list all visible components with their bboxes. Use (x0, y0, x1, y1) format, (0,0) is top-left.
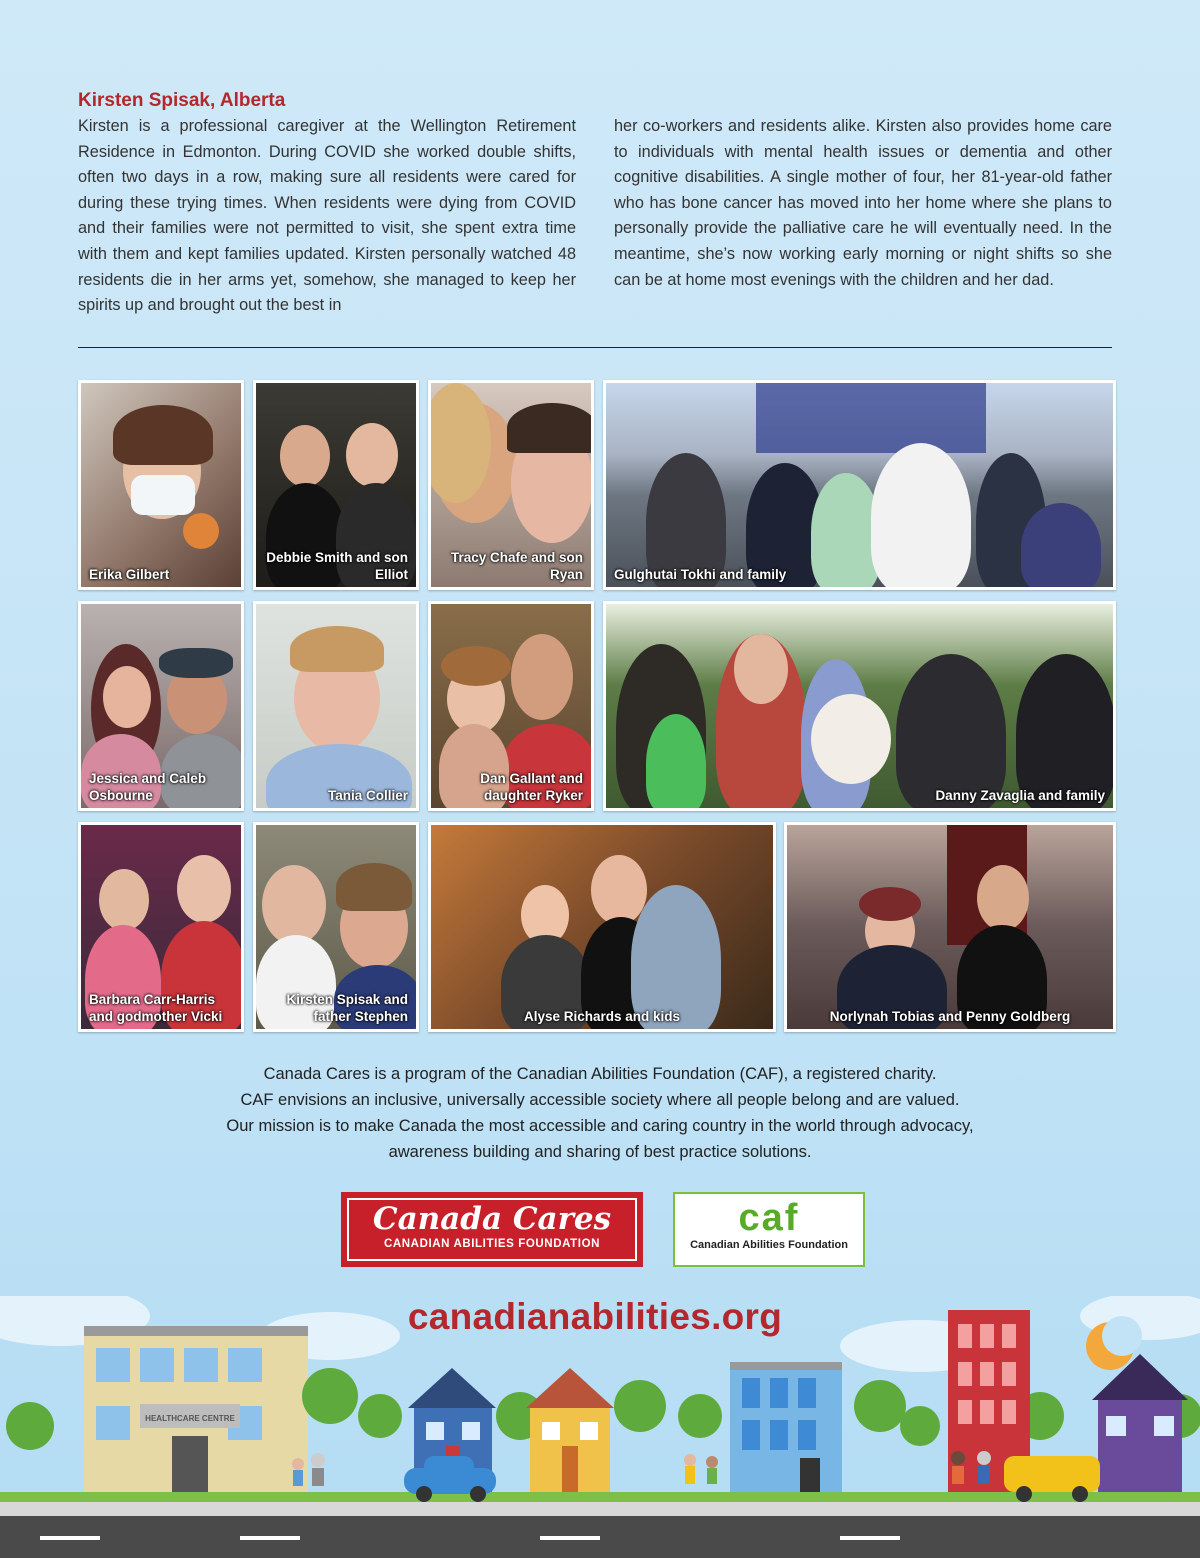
photo-caption: Debbie Smith and son Elliot (266, 550, 408, 582)
caf-subtitle: Canadian Abilities Foundation (690, 1239, 848, 1251)
website-link[interactable]: canadianabilities.org (407, 1296, 783, 1337)
photo-tracy-chafe (428, 380, 594, 590)
photo-caption: Gulghutai Tokhi and family (614, 567, 787, 582)
photo-kirsten-spisak (253, 822, 419, 1032)
photo-norlynah-tobias (784, 822, 1116, 1032)
divider (78, 347, 1112, 348)
canada-cares-logo[interactable] (341, 1192, 643, 1267)
mission-statement (100, 1061, 1100, 1165)
caf-logo[interactable] (673, 1192, 865, 1267)
article-column-1: Kirsten is a professional caregiver at the Wellington Retirement Residence in Edmonton. During COVID she worked double shifts, often two days in a row, making sure all residents were cared for during these trying times. When residents were dying from COVID and their families were not permitted to visit, she spent extra time with them and kept families updated. Kirsten personally watched 48 residents die in her arms yet, somehow, she managed to keep her spirits up and brought out the best in (78, 117, 576, 315)
photo-caption: Dan Gallant and daughter Ryker (480, 771, 583, 803)
canada-cares-title: Canada Cares (372, 1201, 612, 1237)
photo-caption: Danny Zavaglia and family (935, 788, 1105, 803)
photo-caption: Tracy Chafe and son Ryan (450, 550, 583, 582)
photo-caption: Erika Gilbert (89, 567, 170, 582)
healthcare-centre-sign: HEALTHCARE CENTRE (145, 1414, 235, 1423)
photo-erika-gilbert (78, 380, 244, 590)
mission-line: Our mission is to make Canada the most accessible and caring country in the world through advocacy, (226, 1117, 974, 1135)
canada-cares-subtitle: CANADIAN ABILITIES FOUNDATION (383, 1238, 601, 1250)
photo-caption: Kirsten Spisak and father Stephen (286, 992, 408, 1024)
people-icon (292, 1451, 991, 1486)
photo-danny-zavaglia (603, 601, 1116, 811)
photo-debbie-smith (253, 380, 419, 590)
article-column-2: her co-workers and residents alike. Kirsten also provides home care to individuals with mental health issues or dementia and other cognitive disabilities. A single mother of four, her 81-year-old father who has bone cancer has moved into her home where she plans to personally provide the palliative care he will eventually need. In the meantime, she’s now working early morning or night shifts so she can be at home most evenings with the children and her dad. (614, 117, 1112, 289)
caf-mark: caf (738, 1197, 800, 1239)
mission-line: awareness building and sharing of best practice solutions. (388, 1143, 812, 1161)
photo-caption: Barbara Carr-Harris and godmother Vicki (89, 992, 223, 1024)
photo-tania-collier (253, 601, 419, 811)
photo-caption: Norlynah Tobias and Penny Goldberg (829, 1009, 1071, 1024)
photo-barbara-carr-harris (78, 822, 244, 1032)
photo-alyse-richards (428, 822, 776, 1032)
mission-line: Canada Cares is a program of the Canadian Abilities Foundation (CAF), a registered charity. (263, 1065, 937, 1083)
photo-caption: Jessica and Caleb Osbourne (89, 771, 207, 803)
photo-jessica-caleb (78, 601, 244, 811)
article (78, 90, 1112, 319)
photo-caption: Alyse Richards and kids (523, 1009, 681, 1024)
town-illustration (0, 1296, 1200, 1558)
article-heading: Kirsten Spisak, Alberta (78, 90, 286, 111)
photo-dan-gallant (428, 601, 594, 811)
photo-gulghutai-tokhi (603, 380, 1116, 590)
mission-line: CAF envisions an inclusive, universally accessible society where all people belong and are valued. (240, 1091, 960, 1109)
photo-caption: Tania Collier (327, 788, 408, 803)
